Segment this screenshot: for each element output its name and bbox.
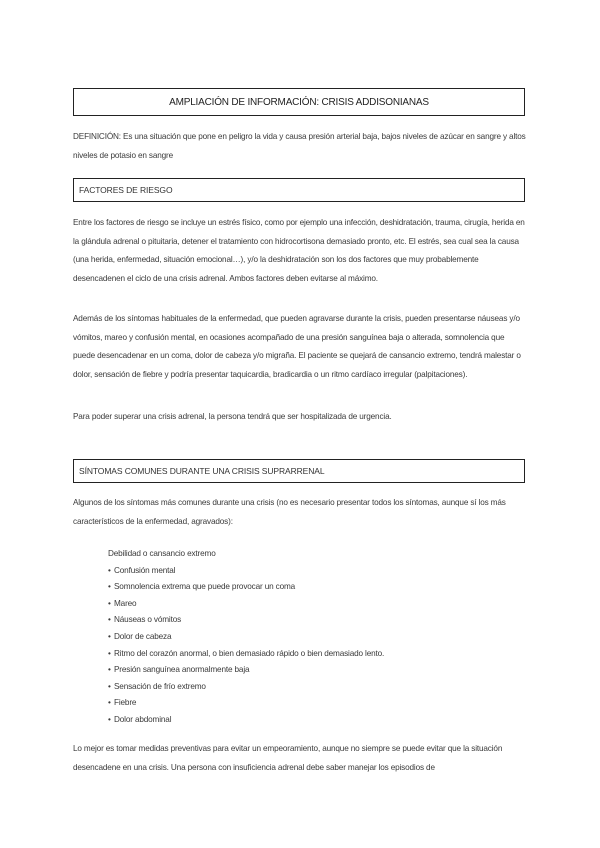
list-item <box>108 695 384 712</box>
list-item-text: Dolor de cabeza <box>114 631 172 641</box>
list-item-text: Dolor abdominal <box>114 714 172 724</box>
bullet-icon: • <box>108 582 111 592</box>
list-item <box>108 646 384 663</box>
list-item <box>108 662 384 679</box>
list-item <box>108 679 384 696</box>
list-item-text: Fiebre <box>114 698 137 708</box>
symptoms-paragraph: Además de los síntomas habituales de la enfermedad, que pueden agravarse durante la crisis, pueden presentarse náuseas y/o vómitos, mareo y confusión mental, en ocasiones acompañado de una presión sanguínea baja o alterada, somnolencia que puede desencadenar en un coma, dolor de cabeza y/o migraña. El paciente se quejará de cansancio extremo, tendrá malestar o dolor, sensación de fiebre y podría presentar taquicardia, bradicardia o un ritmo cardíaco irregular (palpitaciones). <box>73 314 521 379</box>
list-item <box>108 546 384 563</box>
section-heading-common-symptoms <box>73 459 525 483</box>
symptoms-list <box>108 546 384 729</box>
list-item <box>108 579 384 596</box>
document-title-text: AMPLIACIÓN DE INFORMACIÓN: CRISIS ADDISONIANAS <box>169 96 429 108</box>
section-heading-text: FACTORES DE RIESGO <box>79 185 173 195</box>
section-heading-risk-factors <box>73 178 525 202</box>
symptoms-intro-paragraph: Algunos de los síntomas más comunes durante una crisis (no es necesario presentar todos los síntomas, aunque sí los más característicos de la enfermedad, agravados): <box>73 498 506 526</box>
bullet-icon: • <box>108 598 111 608</box>
definition-paragraph: DEFINICIÓN: Es una situación que pone en peligro la vida y causa presión arterial baja, bajos niveles de azúcar en sangre y altos niveles de potasio en sangre <box>73 132 526 160</box>
list-item-text: Presión sanguínea anormalmente baja <box>114 665 250 675</box>
list-item-text: Debilidad o cansancio extremo <box>108 549 216 558</box>
section-heading-text: SÍNTOMAS COMUNES DURANTE UNA CRISIS SUPRARRENAL <box>79 466 325 476</box>
list-item-text: Náuseas o vómitos <box>114 615 182 625</box>
risk-factors-paragraph: Entre los factores de riesgo se incluye un estrés físico, como por ejemplo una infección, deshidratación, trauma, cirugía, herida en la glándula adrenal o pituitaria, detener el tratamiento con hidrocortisona demasiado pronto, etc. El estrés, sea cual sea la causa (una herida, enfermedad, situación emocional…), y/o la deshidratación son los dos factores que muy probablemente desencadenen el ciclo de una crisis adrenal. Ambos factores deben evitarse al máximo. <box>73 218 525 283</box>
bullet-icon: • <box>108 681 111 691</box>
list-item <box>108 612 384 629</box>
bullet-icon: • <box>108 648 111 658</box>
list-item-text: Mareo <box>114 598 137 608</box>
list-item-text: Confusión mental <box>114 565 176 575</box>
hospitalization-paragraph: Para poder superar una crisis adrenal, la persona tendrá que ser hospitalizada de urgencia. <box>73 412 392 421</box>
bullet-icon: • <box>108 714 111 724</box>
bullet-icon: • <box>108 698 111 708</box>
prevention-paragraph: Lo mejor es tomar medidas preventivas para evitar un empeoramiento, aunque no siempre se puede evitar que la situación desencadene en una crisis. Una persona con insuficiencia adrenal debe saber manejar los episodios de <box>73 744 503 772</box>
bullet-icon: • <box>108 665 111 675</box>
list-item <box>108 629 384 646</box>
list-item <box>108 563 384 580</box>
bullet-icon: • <box>108 615 111 625</box>
document-title <box>73 88 525 116</box>
bullet-icon: • <box>108 565 111 575</box>
bullet-icon: • <box>108 631 111 641</box>
list-item-text: Somnolencia extrema que puede provocar un coma <box>114 582 296 592</box>
list-item <box>108 712 384 729</box>
list-item-text: Ritmo del corazón anormal, o bien demasiado rápido o bien demasiado lento. <box>114 648 385 658</box>
list-item-text: Sensación de frío extremo <box>114 681 206 691</box>
list-item <box>108 596 384 613</box>
